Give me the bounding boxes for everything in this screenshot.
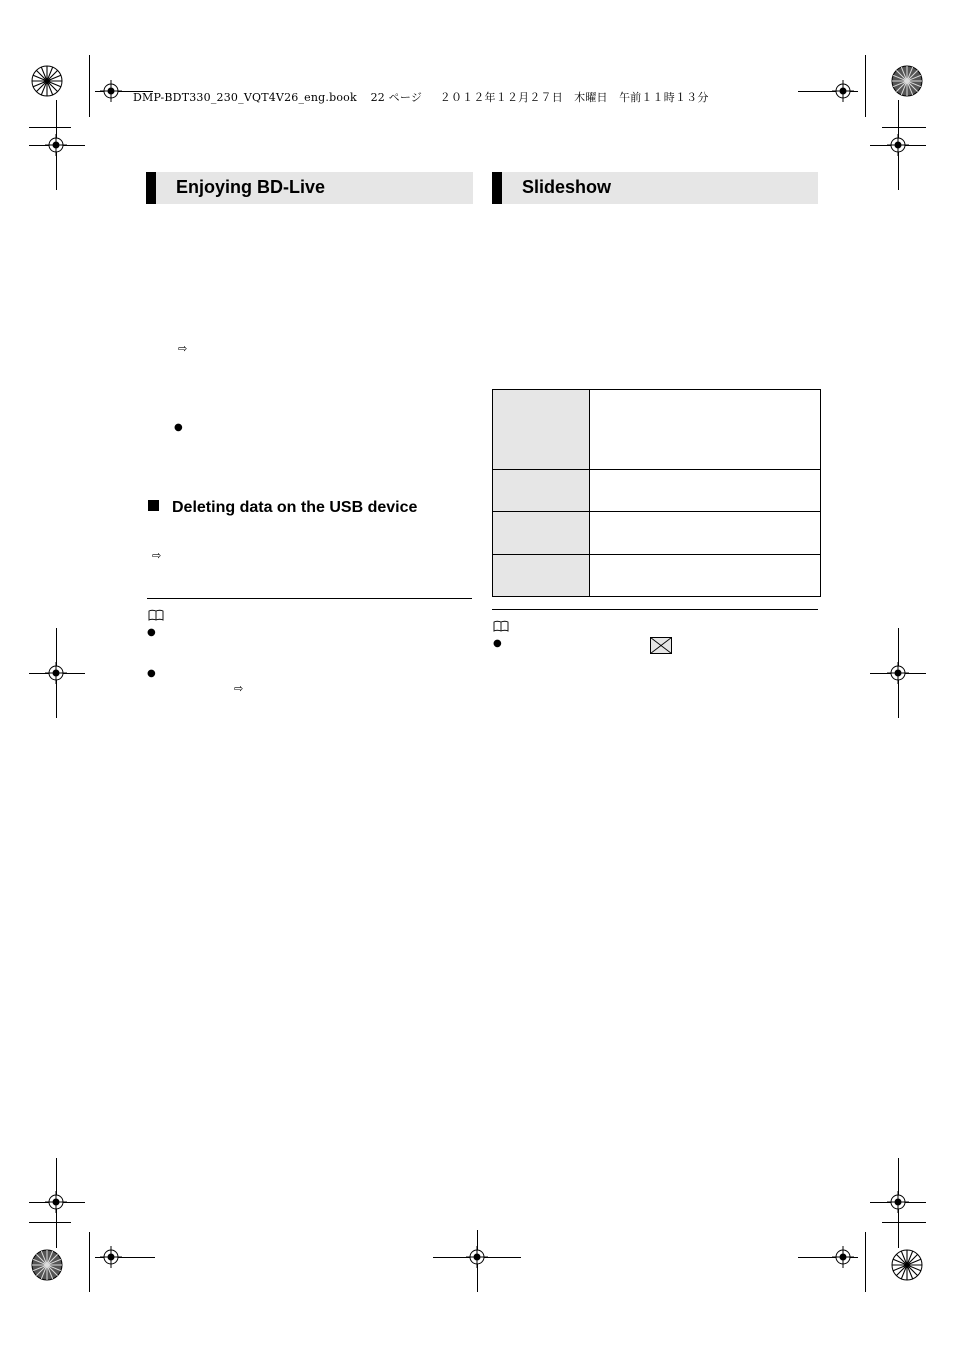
page-number-jp: 22 ページ bbox=[370, 91, 423, 104]
registration-star-top-right bbox=[891, 65, 923, 97]
header-accent-bar bbox=[146, 172, 156, 204]
square-bullet-icon bbox=[148, 500, 159, 511]
registration-star-top-left bbox=[31, 65, 63, 97]
table-key-cell bbox=[493, 390, 590, 469]
table-key-cell bbox=[493, 470, 590, 511]
table-row bbox=[493, 511, 820, 554]
print-info-line bbox=[133, 89, 709, 105]
registration-crosshair-top-left-2 bbox=[100, 80, 122, 102]
registration-crosshair-top-right bbox=[887, 134, 909, 156]
table-row bbox=[493, 554, 820, 596]
table-row bbox=[493, 390, 820, 469]
registration-star-bottom-right bbox=[891, 1249, 923, 1281]
arrow-right-icon: ⇨ bbox=[178, 342, 188, 355]
note-book-icon bbox=[493, 620, 509, 632]
note-book-icon bbox=[148, 609, 164, 621]
registration-crosshair-mid-left bbox=[45, 662, 67, 684]
table-value-cell bbox=[590, 470, 820, 511]
registration-crosshair-bottom-center bbox=[466, 1246, 488, 1268]
note-divider bbox=[147, 598, 472, 599]
note-divider bbox=[492, 609, 818, 610]
table-row bbox=[493, 469, 820, 511]
bullet-icon: ● bbox=[174, 422, 183, 433]
table-value-cell bbox=[590, 390, 820, 469]
arrow-right-icon: ⇨ bbox=[234, 682, 244, 695]
bullet-icon: ● bbox=[147, 668, 156, 679]
table-key-cell bbox=[493, 555, 590, 596]
registration-crosshair-mid-right bbox=[887, 662, 909, 684]
sub-heading-delete-usb bbox=[148, 499, 417, 517]
registration-crosshair-bottom-right bbox=[887, 1191, 909, 1213]
bullet-icon: ● bbox=[147, 627, 156, 638]
section-header-bd-live bbox=[146, 172, 473, 204]
arrow-right-icon: ⇨ bbox=[152, 549, 162, 562]
registration-crosshair-top-left bbox=[45, 134, 67, 156]
registration-crosshair-bottom-left bbox=[45, 1191, 67, 1213]
section-header-slideshow bbox=[492, 172, 818, 204]
slideshow-settings-table bbox=[492, 389, 821, 597]
registration-star-bottom-left bbox=[31, 1249, 63, 1281]
book-file-name: DMP-BDT330_230_VQT4V26_eng.book bbox=[133, 91, 357, 104]
header-accent-bar bbox=[492, 172, 502, 204]
crossed-box-icon bbox=[650, 637, 672, 654]
registration-crosshair-bottom-left-2 bbox=[100, 1246, 122, 1268]
section-title: Slideshow bbox=[522, 177, 612, 197]
table-value-cell bbox=[590, 555, 820, 596]
table-key-cell bbox=[493, 512, 590, 554]
section-title: Enjoying BD-Live bbox=[176, 177, 326, 197]
print-date-jp: ２０１２年１２月２７日 木曜日 午前１１時１３分 bbox=[439, 91, 709, 104]
registration-crosshair-top-right-2 bbox=[832, 80, 854, 102]
sub-heading-text: Deleting data on the USB device bbox=[172, 499, 418, 516]
registration-crosshair-bottom-right-2 bbox=[832, 1246, 854, 1268]
table-value-cell bbox=[590, 512, 820, 554]
bullet-icon: ● bbox=[493, 638, 502, 649]
